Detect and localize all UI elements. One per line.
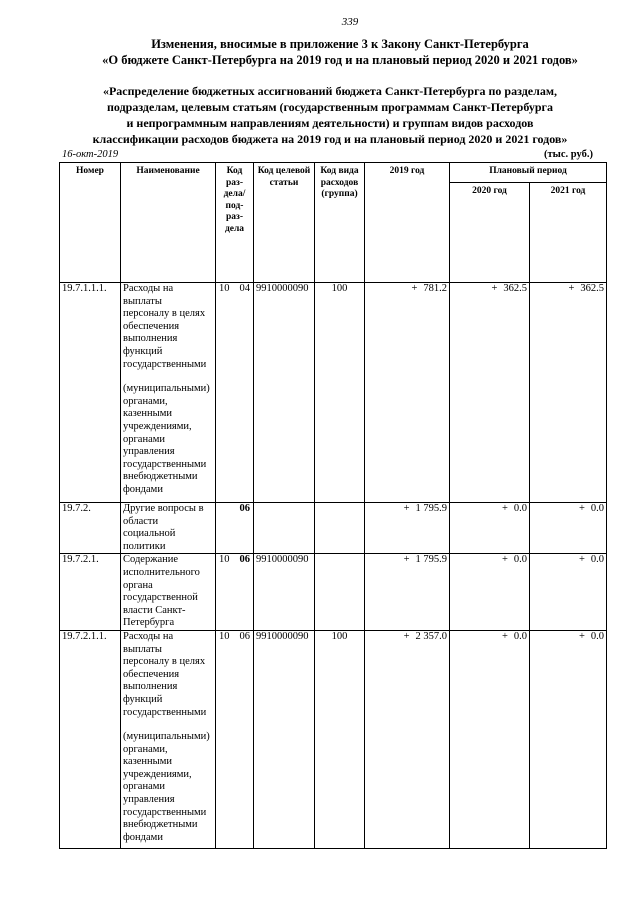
row-number: 19.7.2.1. xyxy=(60,554,121,631)
row-number: 19.7.2.1.1. xyxy=(60,630,121,848)
row-razdel xyxy=(216,283,254,503)
row-target: 9910000090 xyxy=(254,554,315,631)
header-number: Номер xyxy=(60,163,121,283)
table-row xyxy=(60,283,607,503)
value-2021: 362.5 xyxy=(580,283,604,294)
budget-table xyxy=(59,162,607,849)
value-2021: 0.0 xyxy=(590,630,604,642)
value-2020: 0.0 xyxy=(513,503,527,514)
document-subtitle xyxy=(30,83,630,147)
row-group: 100 xyxy=(315,630,365,848)
razdel-code: 10 xyxy=(219,283,230,294)
sign-2019: + xyxy=(403,554,410,566)
value-2019: 1 795.9 xyxy=(415,503,447,514)
row-razdel xyxy=(216,503,254,554)
header-name: Наименование xyxy=(121,163,216,283)
row-name-top: Расходы на выплаты персоналу в целях обеспечения выполнения функций государственными xyxy=(123,630,207,718)
table-row xyxy=(60,554,607,631)
row-2020 xyxy=(450,283,530,503)
row-name xyxy=(121,283,216,503)
sign-2021: + xyxy=(578,503,585,514)
sign-2020: + xyxy=(491,283,498,294)
page-number: 339 xyxy=(341,16,359,28)
header-2021: 2021 год xyxy=(530,183,607,283)
sign-2019: + xyxy=(403,503,410,514)
row-2019 xyxy=(365,283,450,503)
razdel-code: 10 xyxy=(219,554,230,566)
value-2019: 781.2 xyxy=(423,283,447,294)
document-date: 16-окт-2019 xyxy=(62,149,119,160)
units-label: (тыс. руб.) xyxy=(544,149,593,160)
value-2020: 0.0 xyxy=(513,554,527,566)
row-name-top: Другие вопросы в области социальной политики xyxy=(123,503,204,552)
value-2020: 0.0 xyxy=(513,630,527,642)
row-number: 19.7.1.1.1. xyxy=(60,283,121,503)
title-line-2: «О бюджете Санкт-Петербурга на 2019 год и на плановый период 2020 и 2021 годов» xyxy=(102,53,578,67)
title-line-1: Изменения, вносимые в приложение 3 к Закону Санкт-Петербурга xyxy=(151,37,529,51)
row-razdel xyxy=(216,630,254,848)
header-planned: Плановый период xyxy=(450,163,607,183)
row-name-top: Содержание исполнительного органа государственной власти Санкт- Петербурга xyxy=(123,554,200,629)
row-target xyxy=(254,503,315,554)
row-group: 100 xyxy=(315,283,365,503)
table-row xyxy=(60,630,607,848)
sign-2020: + xyxy=(501,503,508,514)
row-2020 xyxy=(450,503,530,554)
row-2020 xyxy=(450,554,530,631)
row-2019 xyxy=(365,630,450,848)
subtitle-line-4: классификации расходов бюджета на 2019 год и на плановый период 2020 и 2021 годов» xyxy=(92,132,568,146)
podrazdel-code: 06 xyxy=(239,554,250,566)
row-group xyxy=(315,554,365,631)
row-name-top: Расходы на выплаты персоналу в целях обеспечения выполнения функций государственными xyxy=(123,283,207,370)
razdel-code: 10 xyxy=(219,630,230,642)
row-2021 xyxy=(530,554,607,631)
row-razdel xyxy=(216,554,254,631)
table-row xyxy=(60,503,607,554)
header-razdel: Код раз-дела/под-раз-дела xyxy=(216,163,254,283)
row-name xyxy=(121,503,216,554)
sign-2020: + xyxy=(501,554,508,566)
document-title xyxy=(40,36,640,68)
row-2021 xyxy=(530,630,607,848)
sign-2019: + xyxy=(403,630,410,642)
value-2021: 0.0 xyxy=(590,554,604,566)
podrazdel-code: 06 xyxy=(239,503,250,514)
row-2019 xyxy=(365,503,450,554)
subtitle-line-1: «Распределение бюджетных ассигнований бюджета Санкт-Петербурга по разделам, xyxy=(102,84,558,98)
row-2020 xyxy=(450,630,530,848)
subtitle-line-3: и непрограммным направлениям деятельности) и группам видов расходов xyxy=(126,116,534,130)
value-2021: 0.0 xyxy=(590,503,604,514)
value-2019: 1 795.9 xyxy=(415,554,447,566)
podrazdel-code: 04 xyxy=(239,283,250,294)
podrazdel-code: 06 xyxy=(239,630,250,642)
header-target: Код целевой статьи xyxy=(254,163,315,283)
row-name xyxy=(121,630,216,848)
row-group xyxy=(315,503,365,554)
row-target: 9910000090 xyxy=(254,283,315,503)
sign-2021: + xyxy=(578,630,585,642)
sign-2021: + xyxy=(568,283,575,294)
row-2021 xyxy=(530,283,607,503)
value-2020: 362.5 xyxy=(503,283,527,294)
row-name-bottom: (муниципальными) органами, казенными учреждениями, органами управления государственными внебюджетными фондами xyxy=(123,383,210,495)
header-group: Код вида расходов (группа) xyxy=(315,163,365,283)
row-2021 xyxy=(530,503,607,554)
sign-2019: + xyxy=(411,283,418,294)
sign-2020: + xyxy=(501,630,508,642)
value-2019: 2 357.0 xyxy=(415,630,447,642)
row-number: 19.7.2. xyxy=(60,503,121,554)
sign-2021: + xyxy=(578,554,585,566)
row-2019 xyxy=(365,554,450,631)
row-name-bottom: (муниципальными) органами, казенными учреждениями, органами управления государственными внебюджетными фондами xyxy=(123,731,210,843)
header-2019: 2019 год xyxy=(365,163,450,283)
row-target: 9910000090 xyxy=(254,630,315,848)
row-name xyxy=(121,554,216,631)
header-2020: 2020 год xyxy=(450,183,530,283)
subtitle-line-2: подразделам, целевым статьям (государственным программам Санкт-Петербурга xyxy=(107,100,553,114)
